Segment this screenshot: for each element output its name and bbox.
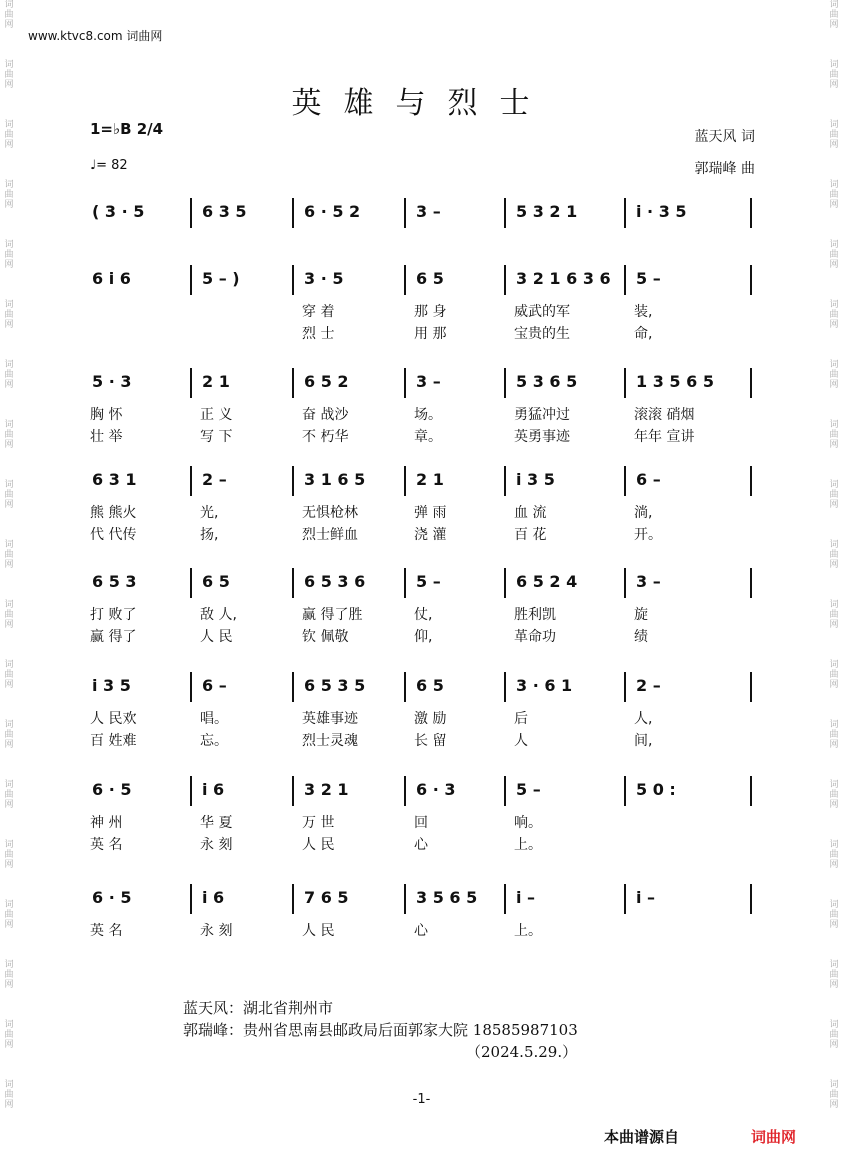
lyric-verse-1: 场。 [414, 407, 442, 423]
lyric-verse-1: 胸 怀 [90, 407, 123, 423]
lyric-verse-2: 壮 举 [90, 429, 123, 445]
watermark-block: 词 曲 网 [829, 720, 839, 750]
measure-notes: 3 2 1 6 3 6 [516, 269, 611, 288]
measure-notes: 2 – [202, 470, 227, 489]
watermark-block: 词 曲 网 [829, 600, 839, 630]
lyric-verse-2: 永 刻 [200, 837, 233, 853]
barline [190, 884, 192, 914]
watermark-block: 词 曲 网 [4, 720, 14, 750]
lyric-verse-2: 宝贵的生 [514, 326, 570, 342]
lyric-verse-1: 赢 得了胜 [302, 607, 363, 623]
footer-lyricist-address: 蓝天风：湖北省荆州市 [183, 999, 334, 1017]
measure-notes: 2 1 [202, 372, 230, 391]
lyric-verse-2: 人 [514, 733, 528, 749]
barline-end [750, 884, 752, 914]
lyric-verse-1: 滚滚 硝烟 [634, 407, 695, 423]
watermark-block: 词 曲 网 [4, 840, 14, 870]
lyric-verse-1: 华 夏 [200, 815, 233, 831]
barline-end [750, 265, 752, 295]
lyric-verse-1: 后 [514, 711, 528, 727]
measure-notes: 3 5 6 5 [416, 888, 478, 907]
lyric-verse-1: 唱。 [200, 711, 228, 727]
composer-credit: 郭瑞峰 曲 [694, 161, 755, 177]
lyric-verse-2: 命, [634, 326, 653, 342]
measure-notes: 6 3 1 [92, 470, 137, 489]
measure-notes: 6 5 [416, 676, 444, 695]
page-number: -1- [412, 1092, 431, 1107]
lyric-verse-1: 万 世 [302, 815, 335, 831]
measure-notes: 6 5 3 [92, 572, 137, 591]
footer-date: （2024.5.29.） [466, 1043, 578, 1061]
barline [504, 265, 506, 295]
watermark-block: 词 曲 网 [4, 240, 14, 270]
barline [624, 672, 626, 702]
measure-notes: i 6 [202, 780, 225, 799]
lyric-verse-1: 上。 [514, 923, 542, 939]
lyric-verse-1: 敌 人, [200, 607, 237, 623]
lyric-verse-1: 响。 [514, 815, 542, 831]
measure-notes: 3 · 6 1 [516, 676, 573, 695]
lyric-verse-2: 扬, [200, 527, 219, 543]
measure-notes: 5 · 3 [92, 372, 132, 391]
barline [504, 672, 506, 702]
watermark-block: 词 曲 网 [829, 780, 839, 810]
lyric-verse-1: 血 流 [514, 505, 547, 521]
watermark-block: 词 曲 网 [829, 420, 839, 450]
measure-notes: 6 5 3 6 [304, 572, 366, 591]
measure-notes: 6 · 5 [92, 888, 132, 907]
barline-end [750, 198, 752, 228]
measure-notes: 3 2 1 [304, 780, 349, 799]
lyric-verse-2: 革命功 [514, 629, 556, 645]
barline [624, 568, 626, 598]
barline [292, 568, 294, 598]
measure-notes: i 6 [202, 888, 225, 907]
barline-end [750, 466, 752, 496]
watermark-block: 词 曲 网 [829, 900, 839, 930]
watermark-block: 词 曲 网 [4, 360, 14, 390]
lyric-verse-1: 回 [414, 815, 428, 831]
watermark-block: 词 曲 网 [829, 840, 839, 870]
lyric-verse-2: 忘。 [200, 733, 228, 749]
measure-notes: i – [636, 888, 656, 907]
measure-notes: 5 – [636, 269, 661, 288]
barline [292, 368, 294, 398]
measure-notes: 6 5 2 [304, 372, 349, 391]
barline [292, 672, 294, 702]
lyric-verse-1: 旋 [634, 607, 648, 623]
barline [504, 884, 506, 914]
barline [190, 466, 192, 496]
measure-notes: 7 6 5 [304, 888, 349, 907]
watermark-block: 词 曲 网 [829, 300, 839, 330]
barline [292, 198, 294, 228]
watermark-block: 词 曲 网 [4, 1020, 14, 1050]
watermark-block: 词 曲 网 [4, 300, 14, 330]
measure-notes: 6 · 3 [416, 780, 456, 799]
watermark-block: 词 曲 网 [4, 600, 14, 630]
barline [504, 368, 506, 398]
lyric-verse-1: 光, [200, 505, 219, 521]
barline-end [750, 776, 752, 806]
lyric-verse-1: 打 败了 [90, 607, 137, 623]
barline [624, 198, 626, 228]
lyric-verse-2: 绩 [634, 629, 648, 645]
lyric-verse-1: 正 义 [200, 407, 233, 423]
watermark-right [827, 0, 841, 1140]
site-url[interactable]: www.ktvc8.com 词曲网 [28, 29, 163, 43]
measure-notes: i · 3 5 [636, 202, 687, 221]
measure-notes: 3 1 6 5 [304, 470, 366, 489]
lyric-verse-1: 英 名 [90, 923, 123, 939]
barline-end [750, 672, 752, 702]
barline [624, 884, 626, 914]
lyric-verse-1: 人 民 [302, 923, 335, 939]
measure-notes: i 3 5 [516, 470, 555, 489]
barline [190, 265, 192, 295]
lyric-verse-2: 人 民 [200, 629, 233, 645]
barline [504, 776, 506, 806]
barline [190, 568, 192, 598]
watermark-block: 词 曲 网 [829, 240, 839, 270]
lyric-verse-2: 浇 灌 [414, 527, 447, 543]
lyric-verse-2: 烈士鲜血 [302, 527, 358, 543]
lyric-verse-1: 心 [414, 923, 428, 939]
measure-notes: 2 1 [416, 470, 444, 489]
measure-notes: 6 i 6 [92, 269, 131, 288]
lyric-verse-2: 间, [634, 733, 653, 749]
lyric-verse-2: 烈 士 [302, 326, 335, 342]
measure-notes: 6 5 2 4 [516, 572, 578, 591]
barline [190, 776, 192, 806]
footer-composer-address: 郭瑞峰：贵州省思南县邮政局后面郭家大院 18585987103 [183, 1021, 578, 1039]
lyric-verse-1: 永 刻 [200, 923, 233, 939]
watermark-block: 词 曲 网 [829, 360, 839, 390]
watermark-block: 词 曲 网 [829, 480, 839, 510]
barline [292, 884, 294, 914]
watermark-block: 词 曲 网 [829, 60, 839, 90]
lyric-verse-2: 百 花 [514, 527, 547, 543]
lyric-verse-1: 装, [634, 304, 653, 320]
lyric-verse-2: 烈士灵魂 [302, 733, 358, 749]
barline [190, 198, 192, 228]
measure-notes: i 3 5 [92, 676, 131, 695]
measure-notes: i – [516, 888, 536, 907]
measure-notes: 3 · 5 [304, 269, 344, 288]
lyric-verse-1: 无惧枪林 [302, 505, 358, 521]
song-title: 英雄与烈士 [291, 86, 552, 121]
measure-notes: 5 – [516, 780, 541, 799]
measure-notes: 5 0 : [636, 780, 676, 799]
watermark-block: 词 曲 网 [4, 480, 14, 510]
watermark-block: 词 曲 网 [4, 420, 14, 450]
lyric-verse-2: 章。 [414, 429, 442, 445]
barline [624, 368, 626, 398]
watermark-block: 词 曲 网 [4, 900, 14, 930]
lyric-verse-2: 英勇事迹 [514, 429, 570, 445]
barline [404, 672, 406, 702]
measure-notes: 1 3 5 6 5 [636, 372, 714, 391]
measure-notes: 6 3 5 [202, 202, 247, 221]
watermark-block: 词 曲 网 [829, 1020, 839, 1050]
measure-notes: 3 – [416, 202, 441, 221]
barline [504, 466, 506, 496]
watermark-block: 词 曲 网 [4, 780, 14, 810]
watermark-block: 词 曲 网 [4, 120, 14, 150]
key-signature: 1=♭B 2/4 [90, 120, 164, 138]
measure-notes: 5 3 6 5 [516, 372, 578, 391]
barline [292, 466, 294, 496]
watermark-block: 词 曲 网 [829, 1080, 839, 1110]
lyric-verse-1: 熊 熊火 [90, 505, 137, 521]
lyric-verse-1: 穿 着 [302, 304, 335, 320]
barline [404, 466, 406, 496]
lyric-verse-1: 奋 战沙 [302, 407, 349, 423]
barline [292, 265, 294, 295]
lyric-verse-2: 年年 宣讲 [634, 429, 695, 445]
barline [292, 776, 294, 806]
lyric-verse-1: 胜利凯 [514, 607, 556, 623]
lyric-verse-2: 英 名 [90, 837, 123, 853]
measure-notes: ( 3 · 5 [92, 202, 145, 221]
lyric-verse-1: 人, [634, 711, 653, 727]
watermark-block: 词 曲 网 [829, 180, 839, 210]
measure-notes: 5 3 2 1 [516, 202, 578, 221]
watermark-block: 词 曲 网 [4, 540, 14, 570]
barline [404, 368, 406, 398]
measure-notes: 3 – [636, 572, 661, 591]
lyric-verse-2: 赢 得了 [90, 629, 137, 645]
source-label: 本曲谱源自 [604, 1128, 680, 1146]
watermark-block: 词 曲 网 [829, 540, 839, 570]
barline [404, 198, 406, 228]
lyric-verse-1: 淌, [634, 505, 653, 521]
watermark-block: 词 曲 网 [829, 0, 839, 30]
barline [404, 568, 406, 598]
source-logo[interactable]: 词曲网 [751, 1128, 797, 1146]
barline [504, 568, 506, 598]
lyric-verse-2: 上。 [514, 837, 542, 853]
lyric-verse-2: 人 民 [302, 837, 335, 853]
lyricist-credit: 蓝天风 词 [694, 129, 755, 145]
lyric-verse-2: 百 姓难 [90, 733, 137, 749]
barline-end [750, 368, 752, 398]
lyric-verse-1: 威武的军 [514, 304, 570, 320]
lyric-verse-2: 仰, [414, 629, 433, 645]
lyric-verse-2: 钦 佩敬 [302, 629, 349, 645]
barline [624, 466, 626, 496]
watermark-left [2, 0, 16, 1140]
lyric-verse-2: 心 [414, 837, 428, 853]
measure-notes: 6 – [636, 470, 661, 489]
barline [404, 776, 406, 806]
lyric-verse-1: 激 励 [414, 711, 447, 727]
lyric-verse-2: 用 那 [414, 326, 447, 342]
watermark-block: 词 曲 网 [4, 660, 14, 690]
measure-notes: 3 – [416, 372, 441, 391]
watermark-block: 词 曲 网 [4, 180, 14, 210]
watermark-block: 词 曲 网 [4, 60, 14, 90]
measure-notes: 5 – ) [202, 269, 240, 288]
watermark-block: 词 曲 网 [4, 0, 14, 30]
measure-notes: 6 · 5 [92, 780, 132, 799]
lyric-verse-1: 那 身 [414, 304, 447, 320]
lyric-verse-2: 长 留 [414, 733, 447, 749]
lyric-verse-1: 人 民欢 [90, 711, 137, 727]
lyric-verse-1: 英雄事迹 [302, 711, 358, 727]
barline [404, 884, 406, 914]
barline [190, 672, 192, 702]
lyric-verse-2: 开。 [634, 527, 662, 543]
watermark-block: 词 曲 网 [4, 960, 14, 990]
measure-notes: 6 5 [416, 269, 444, 288]
lyric-verse-1: 弹 雨 [414, 505, 447, 521]
measure-notes: 6 · 5 2 [304, 202, 361, 221]
barline [624, 265, 626, 295]
measure-notes: 6 5 3 5 [304, 676, 366, 695]
watermark-block: 词 曲 网 [829, 660, 839, 690]
measure-notes: 6 5 [202, 572, 230, 591]
lyric-verse-2: 不 朽华 [302, 429, 349, 445]
measure-notes: 5 – [416, 572, 441, 591]
watermark-block: 词 曲 网 [829, 120, 839, 150]
measure-notes: 6 – [202, 676, 227, 695]
lyric-verse-1: 勇猛冲过 [514, 407, 570, 423]
measure-notes: 2 – [636, 676, 661, 695]
barline-end [750, 568, 752, 598]
barline [624, 776, 626, 806]
lyric-verse-2: 写 下 [200, 429, 233, 445]
barline [404, 265, 406, 295]
lyric-verse-2: 代 代传 [90, 527, 137, 543]
lyric-verse-1: 神 州 [90, 815, 123, 831]
lyric-verse-1: 仗, [414, 607, 433, 623]
watermark-block: 词 曲 网 [4, 1080, 14, 1110]
barline [504, 198, 506, 228]
barline [190, 368, 192, 398]
watermark-block: 词 曲 网 [829, 960, 839, 990]
tempo-marking: ♩= 82 [90, 158, 128, 173]
